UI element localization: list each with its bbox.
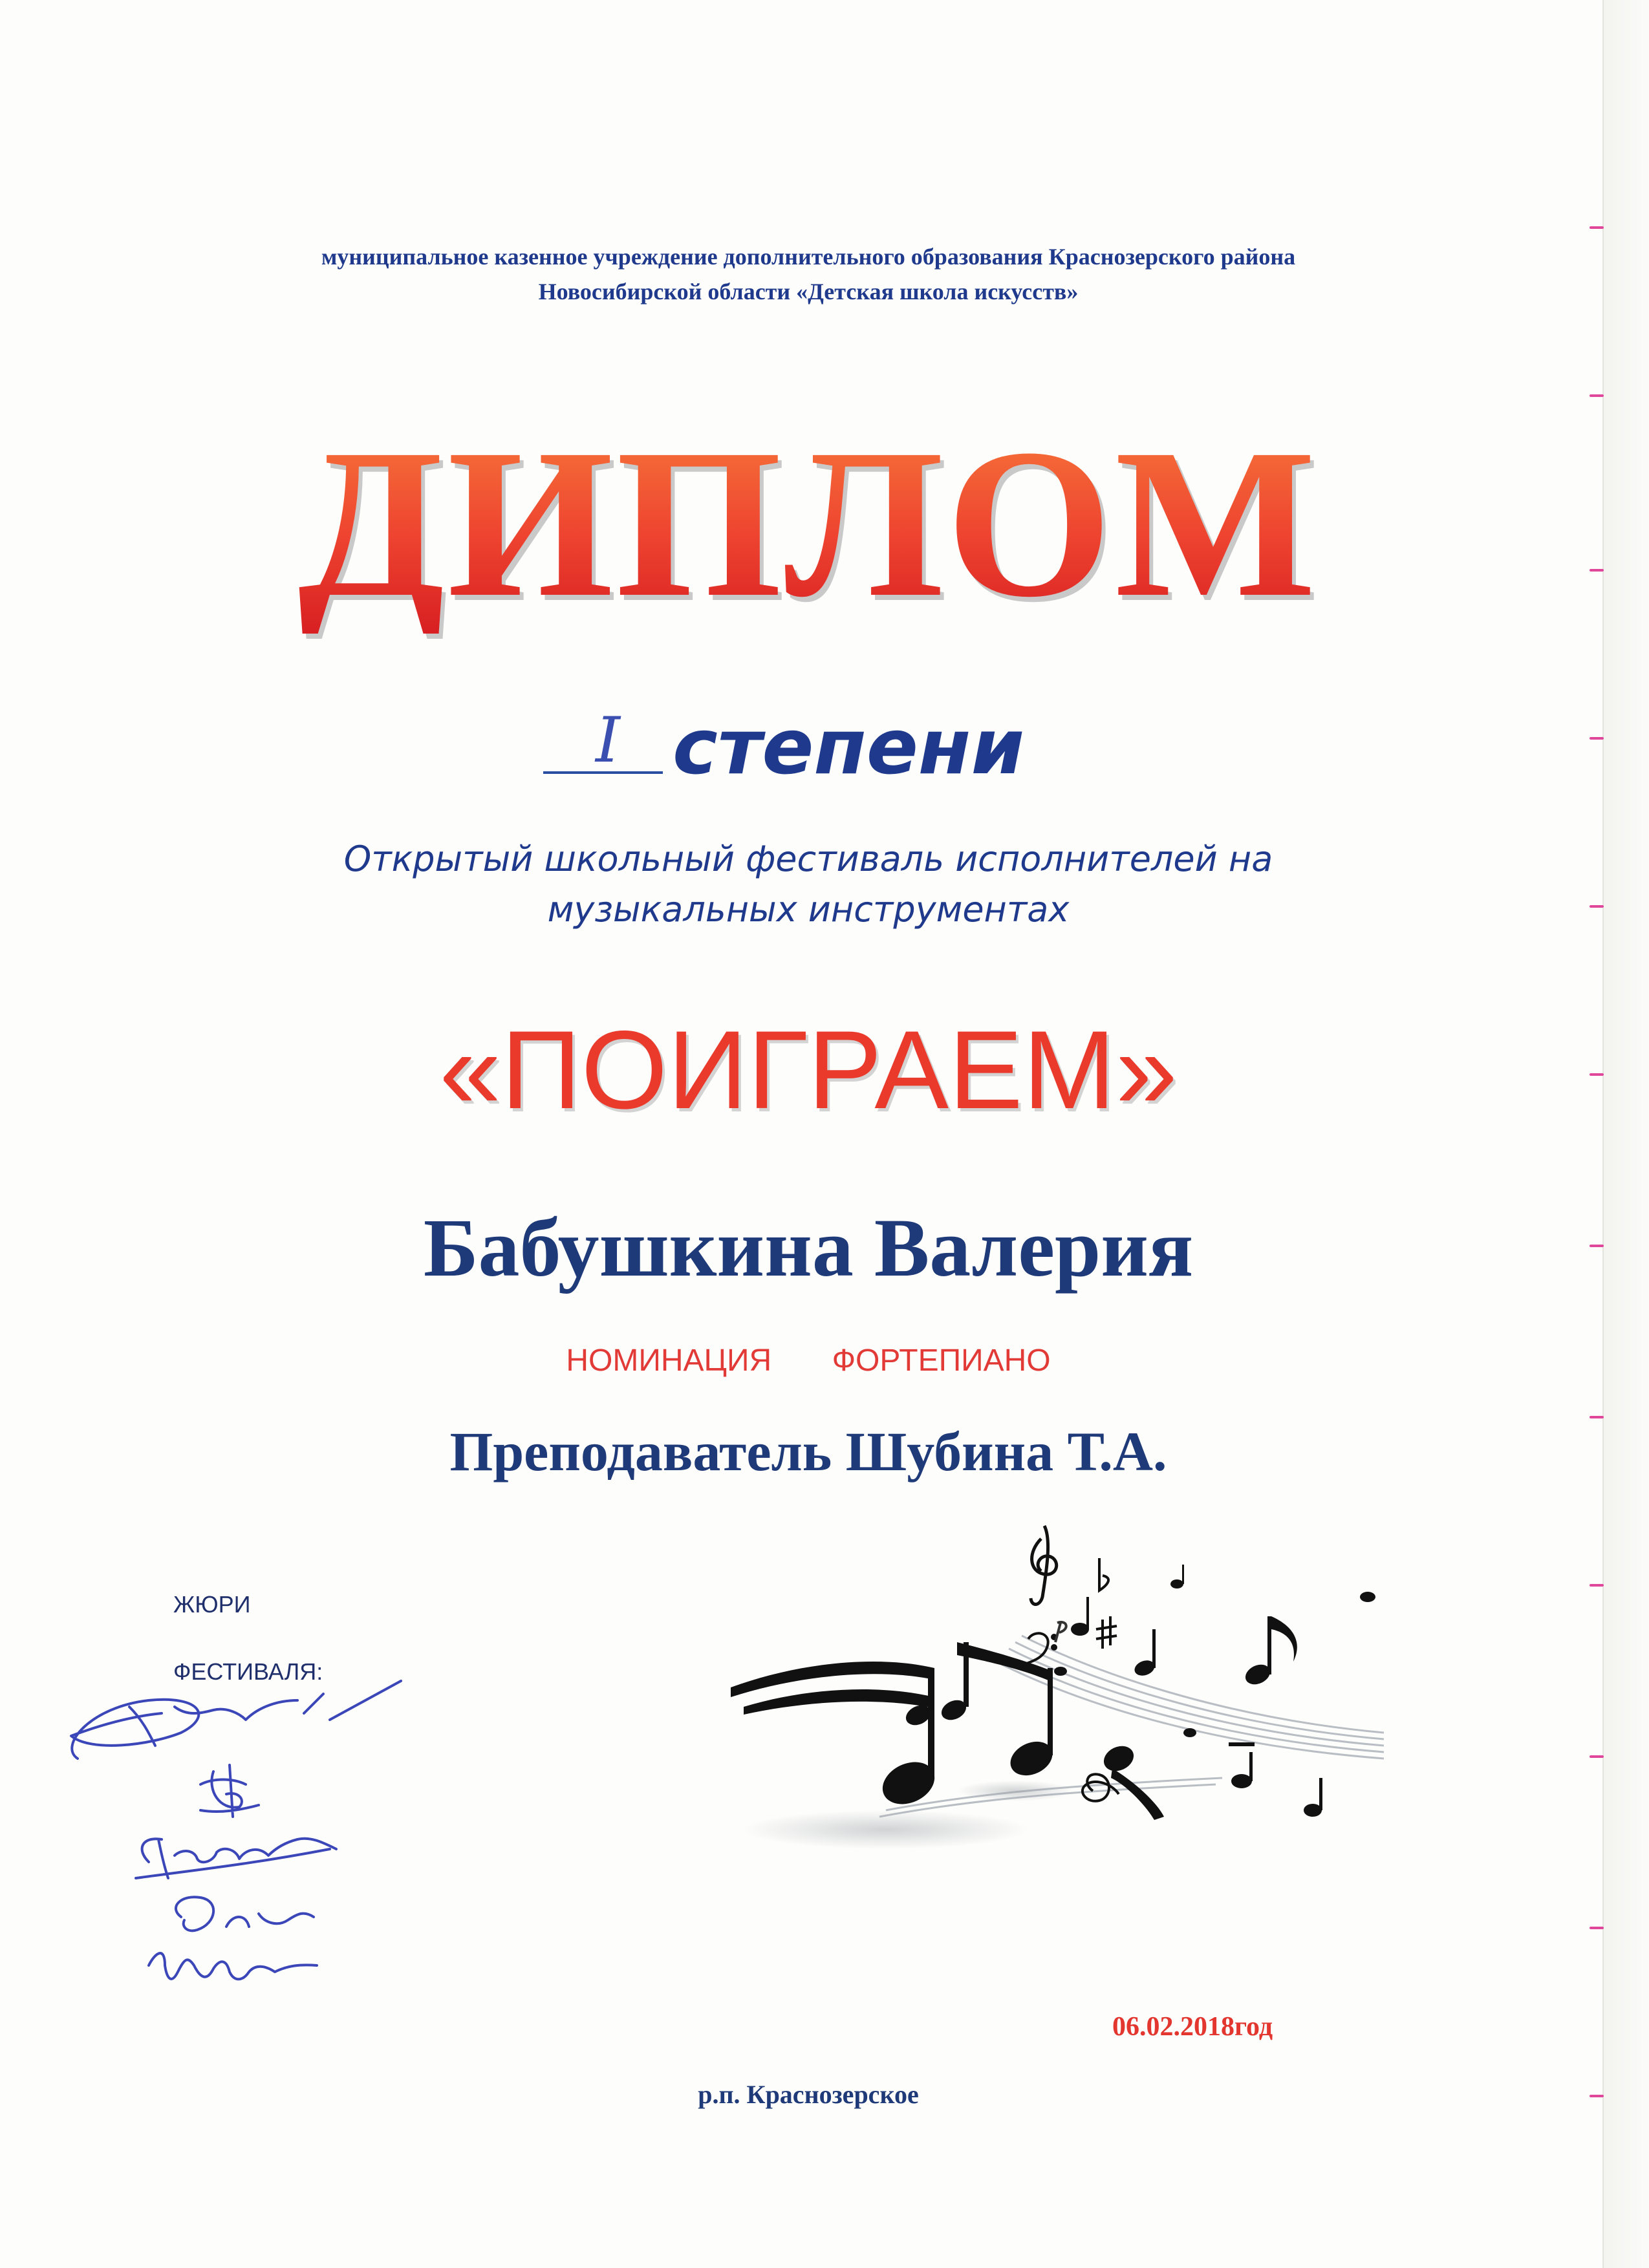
small-note [1360, 1592, 1375, 1602]
festival-description [194, 834, 1423, 935]
staff-line [1022, 1636, 1384, 1733]
diploma-place: р.п. Краснозерское [698, 2080, 919, 2109]
signature-4 [176, 1897, 314, 1931]
festival-line-2: музыкальных инструментах [547, 889, 1070, 930]
note-stem [1319, 1778, 1322, 1810]
music-notes-illustration [724, 1513, 1410, 1875]
institution-line-2: Новосибирской области «Детская школа искусств» [538, 279, 1079, 305]
eighth-note [1100, 1742, 1138, 1776]
note-stem [1152, 1629, 1156, 1668]
small-note [1054, 1667, 1067, 1676]
degree-handwritten-value: I [596, 704, 620, 776]
edge-mark [1590, 1245, 1604, 1247]
note-stem [1267, 1616, 1271, 1674]
note-shadow [744, 1810, 1028, 1849]
edge-mark [1590, 1755, 1604, 1758]
signature-5 [149, 1953, 317, 1979]
staff-line [996, 1662, 1384, 1759]
note-flag [744, 1689, 934, 1715]
recipient-name: Бабушкина Валерия [423, 1202, 1194, 1294]
small-note [1170, 1579, 1183, 1589]
edge-mark [1590, 1416, 1604, 1418]
note-flag [1271, 1616, 1297, 1662]
note-stem [1182, 1565, 1184, 1584]
sixteenth-note [1071, 1623, 1089, 1636]
quarter-note [1304, 1804, 1322, 1817]
nomination-value: ФОРТЕПИАНО [832, 1343, 1051, 1378]
edge-mark [1590, 1073, 1604, 1076]
signature-2 [200, 1765, 259, 1817]
flat-icon [1099, 1558, 1108, 1590]
jury-signatures [52, 1655, 453, 2017]
edge-mark [1590, 737, 1604, 740]
institution-line-1: муниципальное казенное учреждение дополнительного образования Краснозерского района [321, 244, 1296, 270]
festival-name: «ПОИГРАЕМ» [439, 1008, 1178, 1132]
edge-mark [1590, 2095, 1604, 2097]
note-stem [964, 1642, 969, 1707]
degree-word: степени [673, 702, 1025, 791]
edge-mark [1590, 1584, 1604, 1587]
edge-mark [1590, 905, 1604, 908]
small-note [1183, 1728, 1196, 1737]
diploma-title: ДИПЛОМ [259, 414, 1358, 634]
note-stem [1249, 1752, 1253, 1781]
note-stem [928, 1668, 934, 1779]
edge-mark [1590, 1927, 1604, 1929]
treble-clef-icon [1031, 1526, 1057, 1605]
signature-1 [71, 1681, 401, 1759]
note-shadow [957, 1781, 1073, 1801]
signature-3 [136, 1839, 336, 1878]
edge-mark [1590, 226, 1604, 229]
note-flag [1111, 1768, 1164, 1820]
sharp-icon [1096, 1616, 1117, 1649]
teacher-name: Преподаватель Шубина Т.А. [449, 1420, 1167, 1482]
music-notes [731, 1565, 1375, 1820]
nomination-label: НОМИНАЦИЯ [566, 1343, 772, 1378]
institution-header [194, 239, 1423, 309]
scanned-page-edge [1602, 0, 1649, 2268]
degree-line [543, 701, 1061, 792]
festival-line-1: Открытый школьный фестиваль исполнителей на [343, 839, 1273, 879]
note-stem [1086, 1597, 1089, 1629]
nomination-line [194, 1338, 1423, 1384]
piano-dynamic-icon [1055, 1622, 1066, 1642]
edge-mark [1590, 569, 1604, 572]
edge-mark [1590, 394, 1604, 397]
beam [1229, 1742, 1255, 1746]
quarter-note [1231, 1774, 1252, 1788]
diploma-date: 06.02.2018год [1112, 2012, 1273, 2042]
jury-line-2: ФЕСТИВАЛЯ: [173, 1658, 323, 1685]
jury-line-1: ЖЮРИ [173, 1591, 251, 1618]
